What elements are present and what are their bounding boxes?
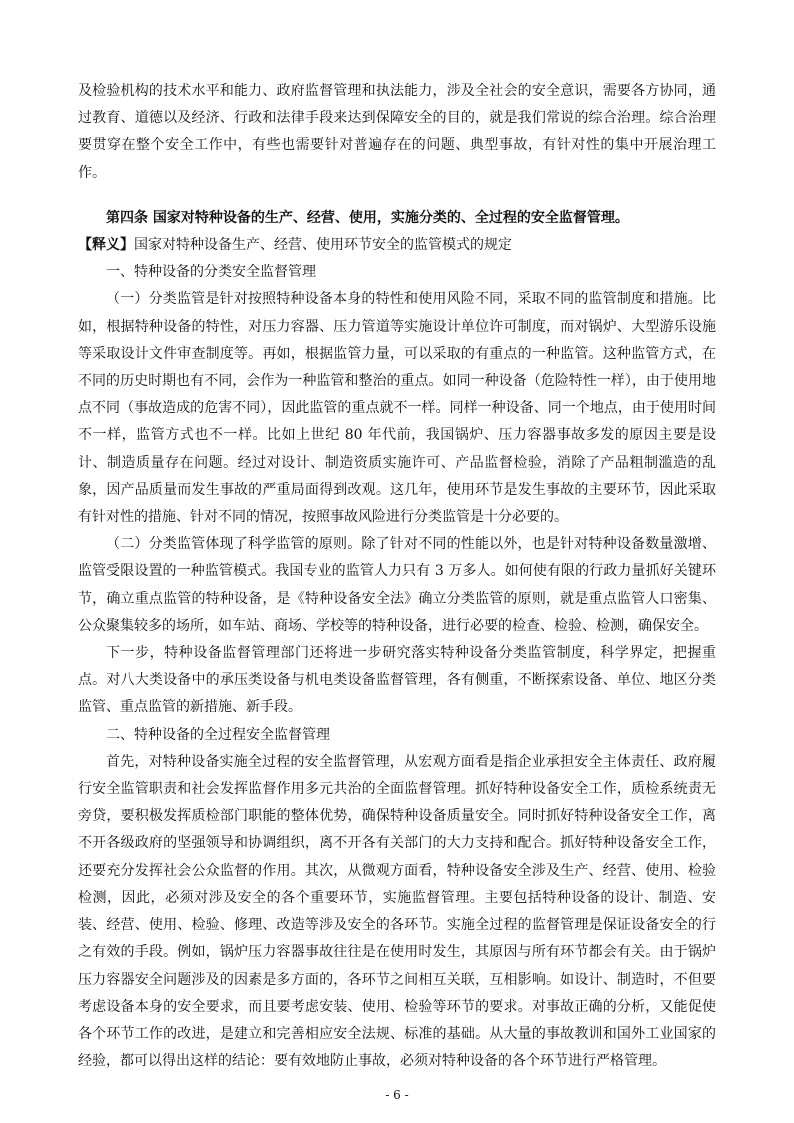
shiyi-label: 【释义】 <box>78 237 134 254</box>
section1-paragraph-1: （一）分类监管是针对按照特种设备本身的特性和使用风险不同，采取不同的监管制度和措施。比如，根据特种设备的特性，对压力容器、压力管道等实施设计单位许可制度，而对锅炉、大型游乐设施等采取设计文件审查制度等。再如，根据监管力量，可以采取的有重点的一种监管。这种监管方式，在不同的历史时期也有不同，会作为一种监管和整治的重点。如同一种设备（危险特性一样），由于使用地点不同（事故造成的危害不同），因此监管的重点就不一样。同样一种设备、同一个地点，由于使用时间不一样，监管方式也不一样。比如上世纪 80 年代前，我国锅炉、压力容器事故多发的原因主要是设计、制造质量存在问题。经过对设计、制造资质实施许可、产品监督检验，消除了产品粗制滥造的乱象，因产品质量而发生事故的严重局面得到改观。这几年，使用环节是发生事故的主要环节，因此采取有针对性的措施、针对不同的情况，按照事故风险进行分类监管是十分必要的。 <box>78 291 716 526</box>
shiyi-text: 国家对特种设备生产、经营、使用环节安全的监管模式的规定 <box>134 237 512 254</box>
section1-heading: 一、特种设备的分类安全监督管理 <box>106 264 316 281</box>
section1-paragraph-3: 下一步，特种设备监督管理部门还将进一步研究落实特种设备分类监管制度，科学界定，把握重点。对八大类设备中的承压类设备与机电类设备监督管理，各有侧重，不断探索设备、单位、地区分类监管、重点监管的新措施、新手段。 <box>78 645 716 716</box>
article-title: 第四条 国家对特种设备的生产、经营、使用，实施分类的、全过程的安全监督管理。 <box>106 209 629 226</box>
document-body <box>78 78 716 1075</box>
intro-paragraph: 及检验机构的技术水平和能力、政府监督管理和执法能力，涉及全社会的安全意识，需要各方协同，通过教育、道德以及经济、行政和法律手段来达到保障安全的目的，就是我们常说的综合治理。综合治理要贯穿在整个安全工作中，有些也需要针对普遍存在的问题、典型事故，有针对性的集中开展治理工作。 <box>78 83 716 181</box>
section2-heading: 二、特种设备的全过程安全监督管理 <box>106 726 330 743</box>
page-number: - 6 - <box>385 1088 409 1102</box>
section1-paragraph-2: （二）分类监管体现了科学监管的原则。除了针对不同的性能以外，也是针对特种设备数量激增、监管受限设置的一种监管模式。我国专业的监管人力只有 3 万多人。如何使有限的行政力量抓好关键环节，确立重点监管的特种设备，是《特种设备安全法》确立分类监管的原则，就是重点监管人口密集、公众聚集较多的场所，如车站、商场、学校等的特种设备，进行必要的检查、检验、检测，确保安全。 <box>78 536 716 634</box>
shiyi-line <box>78 232 716 259</box>
section2-paragraph-1: 首先，对特种设备实施全过程的安全监督管理，从宏观方面看是指企业承担安全主体责任、政府履行安全监管职责和社会发挥监督作用多元共治的全面监督管理。抓好特种设备安全工作，质检系统责无旁贷，要积极发挥质检部门职能的整体优势，确保特种设备质量安全。同时抓好特种设备安全工作，离不开各级政府的坚强领导和协调组织，离不开各有关部门的大力支持和配合。抓好特种设备安全工作，还要充分发挥社会公众监督的作用。其次，从微观方面看，特种设备安全涉及生产、经营、使用、检验检测，因此，必须对涉及安全的各个重要环节，实施监督管理。主要包括特种设备的设计、制造、安装、经营、使用、检验、修理、改造等涉及安全的各环节。实施全过程的监督管理是保证设备安全的行之有效的手段。例如，锅炉压力容器事故往往是在使用时发生，其原因与所有环节都会有关。由于锅炉压力容器安全问题涉及的因素是多方面的，各环节之间相互关联，互相影响。如设计、制造时，不但要考虑设备本身的安全要求，而且要考虑安装、使用、检验等环节的要求。对事故正确的分析，又能促使各个环节工作的改进，是建立和完善相应安全法规、标准的基础。从大量的事故教训和国外工业国家的经验，都可以得出这样的结论：要有效地防止事故，必须对特种设备的各个环节进行严格管理。 <box>78 753 716 1070</box>
